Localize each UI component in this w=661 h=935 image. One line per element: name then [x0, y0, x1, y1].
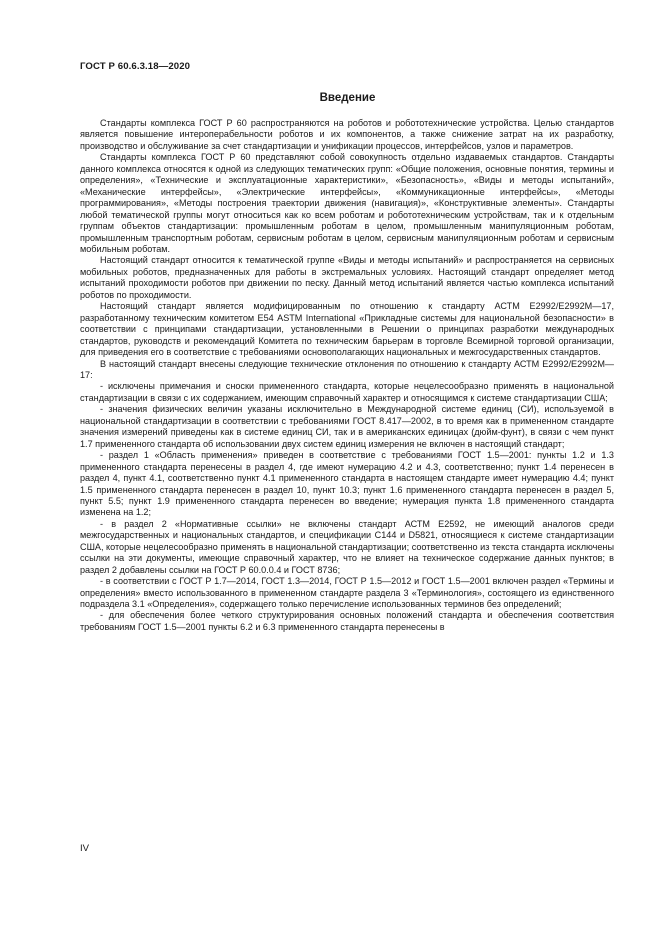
list-item: - исключены примечания и сноски примененного стандарта, которые нецелесообразно применять в национальной стандартизации в связи с их содержанием, имеющим справочный характер и относящимся к системе стандартизации США; — [80, 381, 614, 403]
list-item: - в соответствии с ГОСТ Р 1.7—2014, ГОСТ 1.3—2014, ГОСТ Р 1.5—2012 и ГОСТ 1.5—2001 включен раздел «Термины и определения» вместо использованного в примененном стандарте раздела 3 «Терминология», состоящего из единственного подраздела 3.1 «Определения», содержащего только перечисление использованных терминов без определений; — [80, 576, 614, 610]
paragraph: Настоящий стандарт является модифицированным по отношению к стандарту АСТМ Е2992/Е2992М—17, разработанному техническим комитетом Е54 ASTM International «Прикладные системы для национальной безопасности» в соответствии с принципами стандартизации, установленными в Решении о принципах разработки международных стандартов, руководств и рекомендаций Комитета по техническим барьерам в торговле Всемирной торговой организации, для приведения его в соответствие с требованиями основополагающих национальных и межгосударственных стандартов. — [80, 301, 614, 358]
paragraph: В настоящий стандарт внесены следующие технические отклонения по отношению к стандарту АСТМ Е2992/Е2992М—17: — [80, 358, 614, 380]
document-body — [80, 118, 614, 633]
list-item: - раздел 1 «Область применения» приведен в соответствие с требованиями ГОСТ 1.5—2001: пункты 1.2 и 1.3 примененного стандарта перенесены в раздел 4, где имеют нумерацию 4.2 и 4.3, соответственно; пункт 1.4 перенесен в раздел 4, пункт 4.1, соответственно пункт 4.1 примененного стандарта в настоящем стандарте имеет нумерацию 4.4; пункт 1.5 примененного стандарта перенесен в раздел 10, пункт 10.3; пункт 1.6 примененного стандарта перенесен в раздел 5, пункт 5.5; пункт 1.9 примененного стандарта перенесен во введение; нумерация пункта 1.8 примененного стандарта изменена на 1.2; — [80, 450, 614, 518]
document-header-id: ГОСТ Р 60.6.3.18—2020 — [80, 61, 191, 72]
paragraph: Стандарты комплекса ГОСТ Р 60 представляют собой совокупность отдельно издаваемых стандартов. Стандарты данного комплекса относятся к одной из следующих тематических групп: «Общие положения, основные понятия, термины и определения», «Технические и эксплуатационные характеристики», «Безопасность», «Виды и методы испытаний», «Механические интерфейсы», «Электрические интерфейсы», «Коммуникационные интерфейсы», «Методы программирования», «Методы построения траектории движения (навигация)», «Конструктивные элементы». Стандарты любой тематической группы могут относиться как ко всем роботам и робототехническим устройствам, так и к отдельным группам объектов стандартизации: промышленным роботам в целом, промышленным манипуляционным роботам, промышленным транспортным роботам, сервисным роботам в целом, сервисным манипуляционным роботам и сервисным мобильным роботам. — [80, 152, 614, 254]
list-item: - в раздел 2 «Нормативные ссылки» не включены стандарт АСТМ Е2592, не имеющий аналогов среди межгосударственных и национальных стандартов, и спецификации С144 и D5821, относящиеся к системе стандартизации США, которые нецелесообразно применять в национальной стандартизации; соответственно из текста стандарта исключены ссылки на эти документы, имеющие справочный характер, что не влияет на техническое содержание данных пунктов; в раздел 2 добавлены ссылки на ГОСТ Р 60.0.0.4 и ГОСТ 8736; — [80, 518, 614, 575]
section-title: Введение — [319, 92, 376, 104]
list-item: - для обеспечения более четкого структурирования основных положений стандарта и обеспечения соответствия требованиям ГОСТ 1.5—2001 пункты 6.2 и 6.3 примененного стандарта перенесены в — [80, 610, 614, 632]
page-number: IV — [80, 843, 90, 854]
paragraph: Стандарты комплекса ГОСТ Р 60 распространяются на роботов и робототехнические устройства. Целью стандартов является повышение интероперабельности роботов и их компонентов, а также снижение затрат на их разработку, производство и обслуживание за счет стандартизации и унификации процессов, интерфейсов, узлов и параметров. — [80, 118, 614, 151]
list-item: - значения физических величин указаны исключительно в Международной системе единиц (СИ), используемой в национальной стандартизации в соответствии с требованиями ГОСТ 8.417—2002, в то время как в примененном стандарте значения измерений приведены как в системе единиц СИ, так и в американских единицах (дюйм-фунт), в связи с чем пункт 1.7 примененного стандарта об использовании двух систем единиц измерения не включен в настоящий стандарт; — [80, 404, 614, 449]
paragraph: Настоящий стандарт относится к тематической группе «Виды и методы испытаний» и распространяется на сервисных мобильных роботов, предназначенных для работы в экстремальных условиях. Настоящий стандарт определяет метод испытаний проходимости роботов при движении по песку. Данный метод испытаний является частью комплекса испытаний роботов по проходимости. — [80, 255, 614, 300]
